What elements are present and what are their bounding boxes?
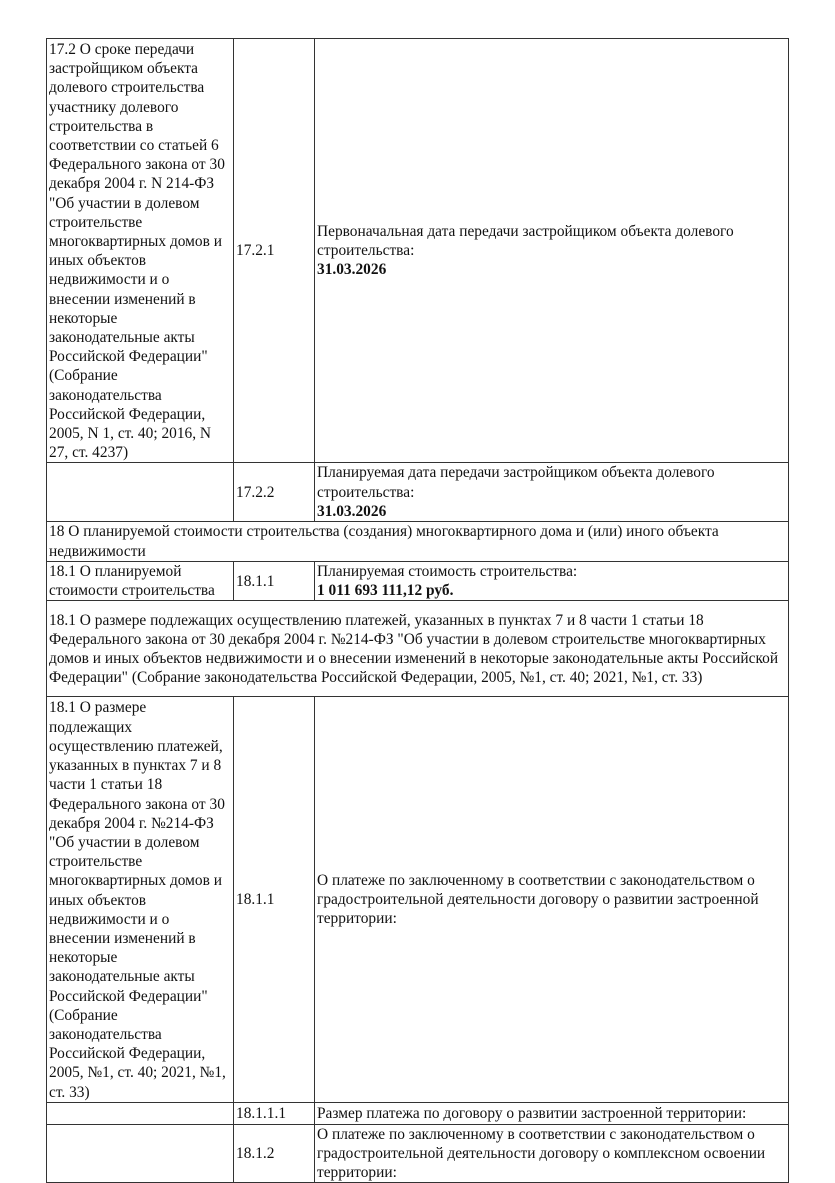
item-label: Планируемая дата передачи застройщиком объекта долевого строительства:	[317, 464, 715, 501]
item-content-cell	[315, 463, 789, 522]
section-cell: 18.1 О планируемой стоимости строительства	[47, 562, 234, 601]
section-header-cell: 18 О планируемой стоимости строительства (создания) многоквартирного дома и (или) иного объекта недвижимости	[47, 522, 789, 562]
table-row	[47, 522, 789, 562]
table-row	[47, 697, 789, 1102]
section-header-cell: 18.1 О размере подлежащих осуществлению платежей, указанных в пунктах 7 и 8 части 1 статьи 18 Федерального закона от 30 декабря 2004 г. №214-ФЗ "Об участии в долевом строительстве многоквартирных домов и иных объектов недвижимости и о внесении изменений в некоторые законодательные акты Российской Федерации" (Собрание законодательства Российской Федерации, 2005, №1, ст. 40; 2021, №1, ст. 33)	[47, 601, 789, 697]
item-content-cell	[315, 697, 789, 1102]
item-label: Планируемая стоимость строительства:	[317, 563, 578, 581]
item-value: 1 011 693 111,12 руб.	[317, 582, 454, 600]
item-number-cell: 17.2.2	[234, 463, 315, 522]
item-number-cell: 18.1.2	[234, 1124, 315, 1183]
item-number-cell: 18.1.1	[234, 697, 315, 1102]
table-row	[47, 463, 789, 522]
section-cell	[47, 463, 234, 522]
section-cell: 17.2 О сроке передачи застройщиком объекта долевого строительства участнику долевого строительства в соответствии со статьей 6 Федерального закона от 30 декабря 2004 г. N 214-ФЗ "Об участии в долевом строительстве многоквартирных домов и иных объектов недвижимости и о внесении изменений в некоторые законодательные акты Российской Федерации" (Собрание законодательства Российской Федерации, 2005, N 1, ст. 40; 2016, N 27, ст. 4237)	[47, 39, 234, 463]
table-row	[47, 601, 789, 697]
item-content-cell	[315, 39, 789, 463]
table-row	[47, 1102, 789, 1124]
item-number-cell: 18.1.1	[234, 562, 315, 601]
table-row	[47, 1124, 789, 1183]
section-cell: 18.1 О размере подлежащих осуществлению платежей, указанных в пунктах 7 и 8 части 1 статьи 18 Федерального закона от 30 декабря 2004 г. №214-ФЗ "Об участии в долевом строительстве многоквартирных домов и иных объектов недвижимости и о внесении изменений в некоторые законодательные акты Российской Федерации" (Собрание законодательства Российской Федерации, 2005, №1, ст. 40; 2021, №1, ст. 33)	[47, 697, 234, 1102]
table-row	[47, 39, 789, 463]
item-content-cell	[315, 562, 789, 601]
item-number-cell: 17.2.1	[234, 39, 315, 463]
document-page	[46, 38, 789, 1183]
item-label: О платеже по заключенному в соответствии с законодательством о градостроительной деятельности договору о комплексном освоении территории:	[317, 1125, 766, 1182]
item-label: О платеже по заключенному в соответствии с законодательством о градостроительной деятельности договору о развитии застроенной территории:	[317, 871, 759, 928]
item-value: 31.03.2026	[317, 502, 387, 520]
item-value: 31.03.2026	[317, 261, 387, 279]
item-content-cell	[315, 1124, 789, 1183]
item-label: Размер платежа по договору о развитии застроенной территории:	[317, 1104, 747, 1122]
section-cell	[47, 1102, 234, 1124]
item-content-cell	[315, 1102, 789, 1124]
item-label: Первоначальная дата передачи застройщиком объекта долевого строительства:	[317, 222, 734, 260]
item-number-cell: 18.1.1.1	[234, 1102, 315, 1124]
declaration-table	[46, 38, 789, 1183]
section-cell	[47, 1124, 234, 1183]
table-row	[47, 562, 789, 601]
